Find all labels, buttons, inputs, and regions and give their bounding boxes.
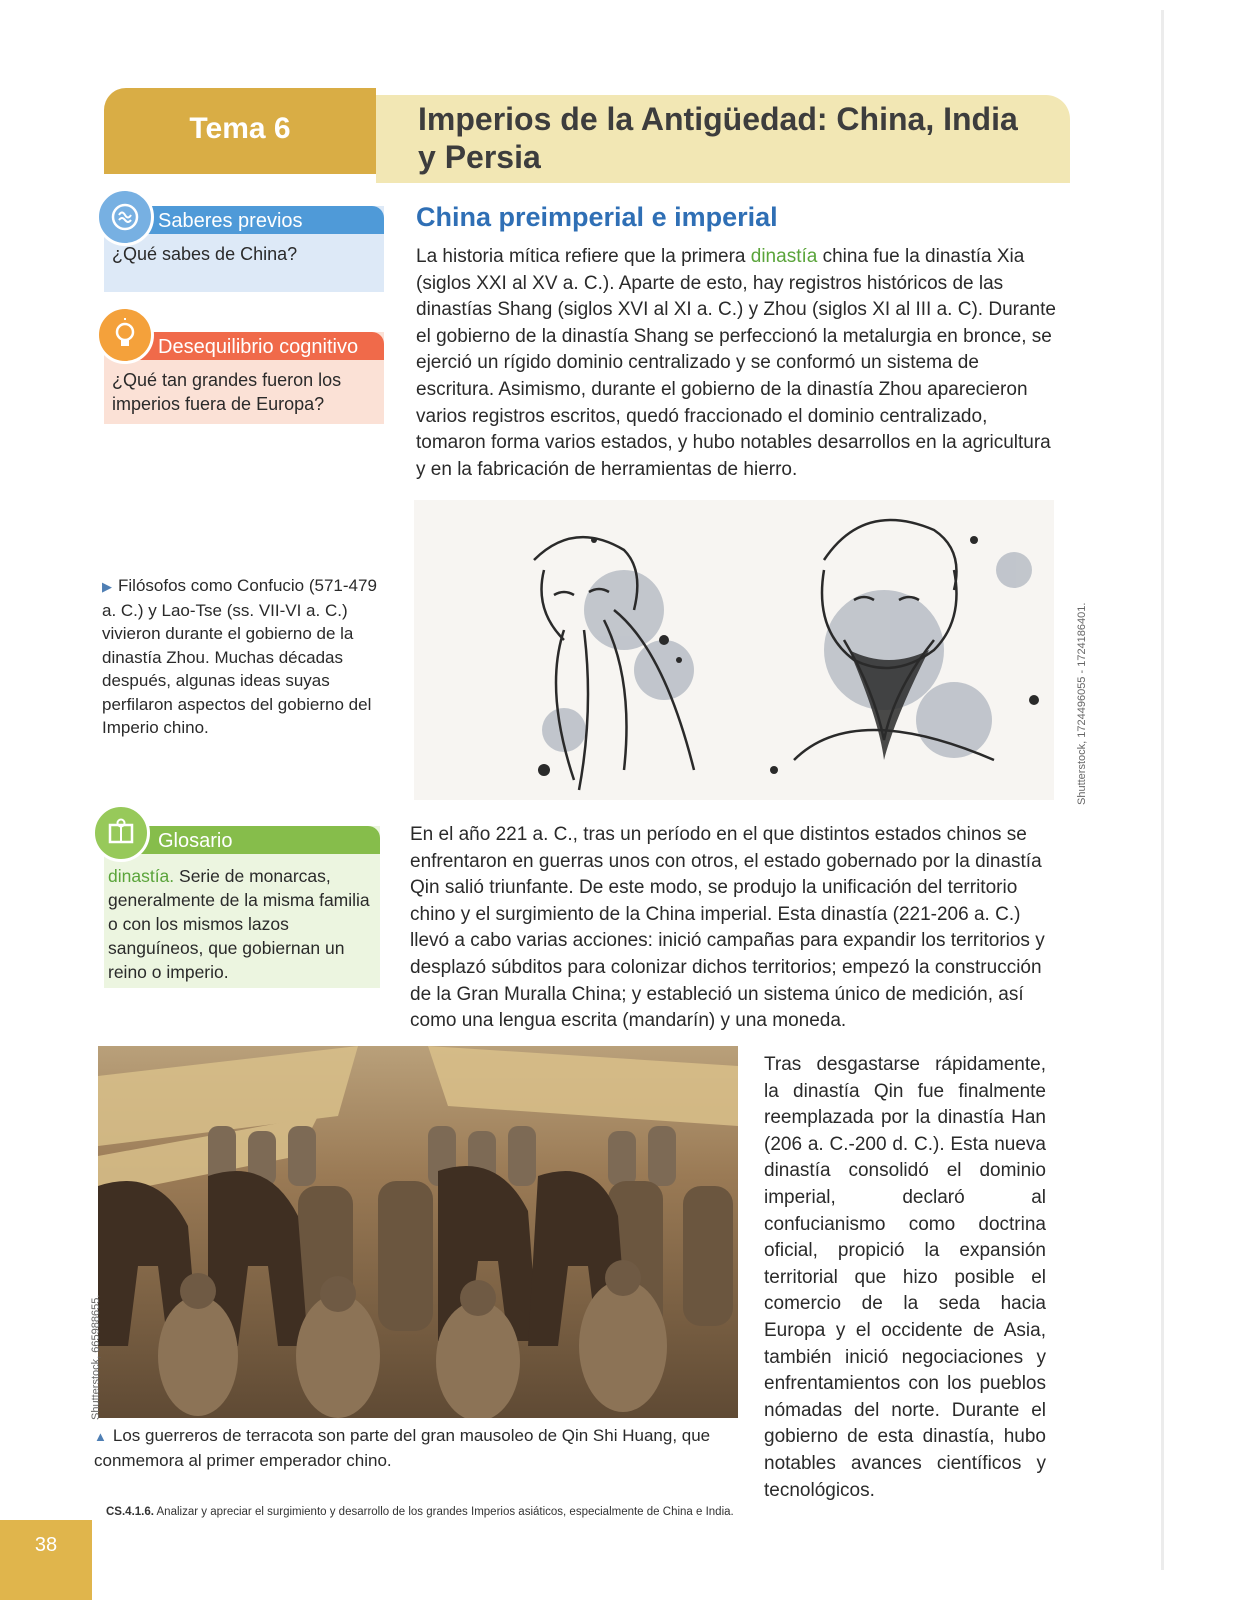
tema-label: Tema 6 (189, 112, 291, 145)
philosophers-caption (102, 574, 384, 740)
glosario-definition: Serie de monarcas, generalmente de la misma familia o con los mismos lazos sanguíneos, que gobiernan un reino o imperio. (108, 866, 370, 982)
caption-arrow-up-icon: ▲ (94, 1429, 107, 1444)
section-title: China preimperial e imperial (416, 202, 778, 232)
paragraph-3: Tras desgastarse rápidamente, la dinastía Qin fue finalmente reemplazada por la dinastía Han (206 a. C.-200 d. C.). Esta nueva dinastía consolidó el dominio imperial, declaró al confucianismo como doctrina oficial, propició la expansión territorial que hizo posible el comercio de la seda hacia Europa y el occidente de Asia, también inició negociaciones y enfrentamientos con los pueblos nómadas del norte. Durante el gobierno de esta dinastía, hubo notables avances científicos y tecnológicos. (764, 1054, 1046, 1501)
book-icon (92, 804, 150, 862)
desequilibrio-label: Desequilibrio cognitivo (158, 336, 359, 358)
bottom-image-credit-text: Shutterstock, 665988655. (90, 1294, 102, 1420)
saberes-previos-label: Saberes previos (158, 210, 303, 232)
terracotta-warriors-photo (98, 1046, 738, 1418)
philosophers-caption-text: Filósofos como Confucio (571-479 a. C.) y Lao-Tse (ss. VII-VI a. C.) vivieron durante el gobierno de la dinastía Zhou. Muchas décadas después, algunas ideas suyas perfilaron aspectos del gobierno del Imperio chino. (102, 576, 377, 737)
curriculum-objective (106, 1506, 734, 1518)
title-line-2: y Persia (418, 139, 541, 175)
title-line-1: Imperios de la Antigüedad: China, India (418, 101, 1018, 137)
objective-code: CS.4.1.6. (106, 1506, 154, 1518)
caption-arrow-icon: ▶ (102, 579, 112, 594)
glosario-entry (108, 864, 376, 984)
top-image-credit-text: Shutterstock, 1724496055 - 1724186401. (1076, 602, 1088, 805)
p1-keyword: dinastía (750, 246, 818, 267)
brain-icon (96, 188, 154, 246)
lightbulb-icon (96, 306, 154, 364)
page-number-box (0, 1520, 92, 1600)
paragraph-2: En el año 221 a. C., tras un período en el que distintos estados chinos se enfrentaron en guerras unos con otros, el estado gobernado por la dinastía Qin salió triunfante. De este modo, se produjo la unificación del territorio chino y el surgimiento de la China imperial. Esta dinastía (221-206 a. C.) llevó a cabo varias acciones: inició campañas para expandir los territorios y desplazó súbditos para colonizar dichos territorios; empezó la construcción de la Gran Muralla China; y estableció un sistema único de medición, así como una lengua escrita (mandarín) y una moneda. (410, 824, 1045, 1032)
glosario-label: Glosario (158, 830, 233, 852)
terracotta-caption-text: Los guerreros de terracota son parte del gran mausoleo de Qin Shi Huang, que conmemora al primer emperador chino. (94, 1426, 711, 1470)
bottom-image-credit (76, 1270, 102, 1420)
top-image-credit (1062, 575, 1088, 805)
p1-text-end: china fue la dinastía Xia (siglos XXI al XV a. C.). Aparte de esto, hay registros históricos de las dinastías Shang (siglos XVI al XI a. C.) y Zhou (siglos XI al III a. C). Durante el gobierno de la dinastía Shang se perfeccionó la metalurgia en bronce, se ejerció un rígido dominio centralizado y se conformó un sistema de escritura. Asimismo, durante el gobierno de la dinastía Zhou aparecieron varios registros escritos, quedó fraccionado el dominio centralizado, tomaron forma varios estados, y hubo notables desarrollos en la agricultura y en la fabricación de herramientas de hierro. (416, 246, 1056, 480)
saberes-previos-question: ¿Qué sabes de China? (112, 244, 298, 264)
philosophers-illustration (414, 500, 1054, 800)
page-number: 38 (34, 1534, 58, 1556)
desequilibrio-question: ¿Qué tan grandes fueron los imperios fuera de Europa? (112, 370, 342, 414)
page-title (418, 100, 1058, 176)
paragraph-1 (416, 244, 1060, 483)
page-edge (1161, 10, 1164, 1570)
terracotta-caption (94, 1424, 734, 1472)
objective-text: Analizar y apreciar el surgimiento y desarrollo de los grandes Imperios asiáticos, especialmente de China e India. (156, 1506, 734, 1518)
p1-text-start: La historia mítica refiere que la primera (416, 246, 751, 267)
glosario-term: dinastía. (108, 866, 175, 886)
